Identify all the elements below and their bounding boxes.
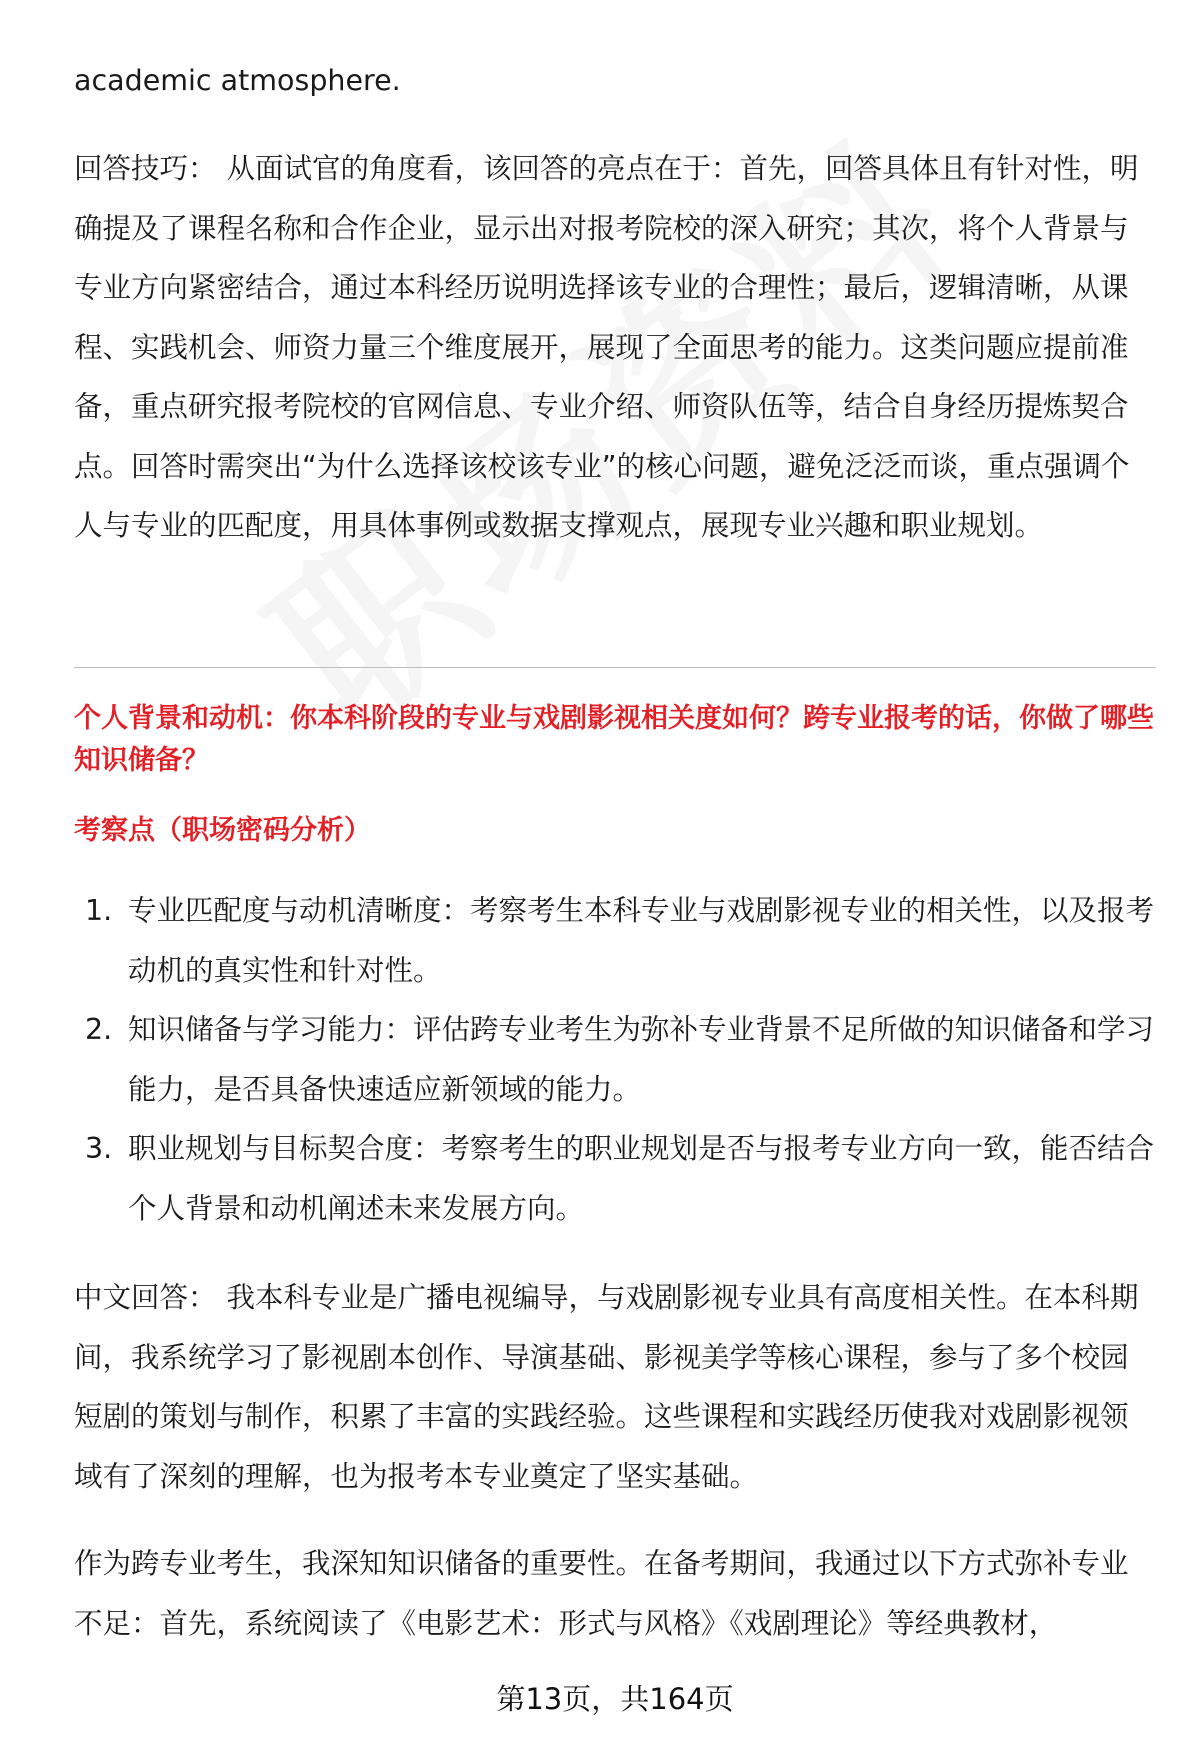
list-item [74, 881, 1156, 1000]
list-item-text: 职业规划与目标契合度：考察考生的职业规划是否与报考专业方向一致，能否结合个人背景和动机阐述未来发展方向。 [128, 1132, 1155, 1225]
answer-text: 我本科专业是广播电视编导，与戏剧影视专业具有高度相关性。在本科期间，我系统学习了影视剧本创作、导演基础、影视美学等核心课程，参与了多个校园短剧的策划与制作，积累了丰富的实践经验。这些课程和实践经历使我对戏剧影视领域有了深刻的理解，也为报考本专业奠定了坚实基础。 [74, 1281, 1139, 1493]
list-item [74, 1119, 1156, 1238]
question-heading: 个人背景和动机：你本科阶段的专业与戏剧影视相关度如何？跨专业报考的话，你做了哪些知识储备？ [74, 703, 1154, 776]
list-item-text: 知识储备与学习能力：评估跨专业考生为弥补专业背景不足所做的知识储备和学习能力，是否具备快速适应新领域的能力。 [128, 1013, 1155, 1106]
list-number: 1. [85, 894, 113, 927]
list-item [74, 1000, 1156, 1119]
list-number: 3. [85, 1132, 113, 1165]
list-number: 2. [85, 1013, 113, 1046]
tip-label: 回答技巧： [74, 152, 217, 185]
subheading-assessment: 考察点（职场密码分析） [74, 815, 371, 846]
tip-text: 从面试官的角度看，该回答的亮点在于：首先，回答具体且有针对性，明确提及了课程名称和合作企业，显示出对报考院校的深入研究；其次，将个人背景与专业方向紧密结合，通过本科经历说明选择该专业的合理性；最后，逻辑清晰，从课程、实践机会、师资力量三个维度展开，展现了全面思考的能力。这类问题应提前准备，重点研究报考院校的官网信息、专业介绍、师资队伍等，结合自身经历提炼契合点。回答时需突出“为什么选择该校该专业”的核心问题，避免泛泛而谈，重点强调个人与专业的匹配度，用具体事例或数据支撑观点，展现专业兴趣和职业规划。 [74, 152, 1139, 542]
document-page [74, 0, 1156, 1755]
tip-paragraph [74, 139, 1156, 556]
page-footer: 第13页，共164页 [496, 1682, 734, 1716]
list-item-text: 专业匹配度与动机清晰度：考察考生本科专业与戏剧影视专业的相关性，以及报考动机的真实性和针对性。 [128, 894, 1155, 987]
intro-paragraph: academic atmosphere. [74, 64, 401, 97]
assessment-list [74, 881, 1156, 1238]
answer-label: 中文回答： [74, 1281, 217, 1314]
answer-paragraph-2: 作为跨专业考生，我深知知识储备的重要性。在备考期间，我通过以下方式弥补专业不足：首先，系统阅读了《电影艺术：形式与风格》《戏剧理论》等经典教材， [74, 1547, 1129, 1640]
section-divider [74, 667, 1156, 668]
answer-paragraph [74, 1268, 1156, 1506]
